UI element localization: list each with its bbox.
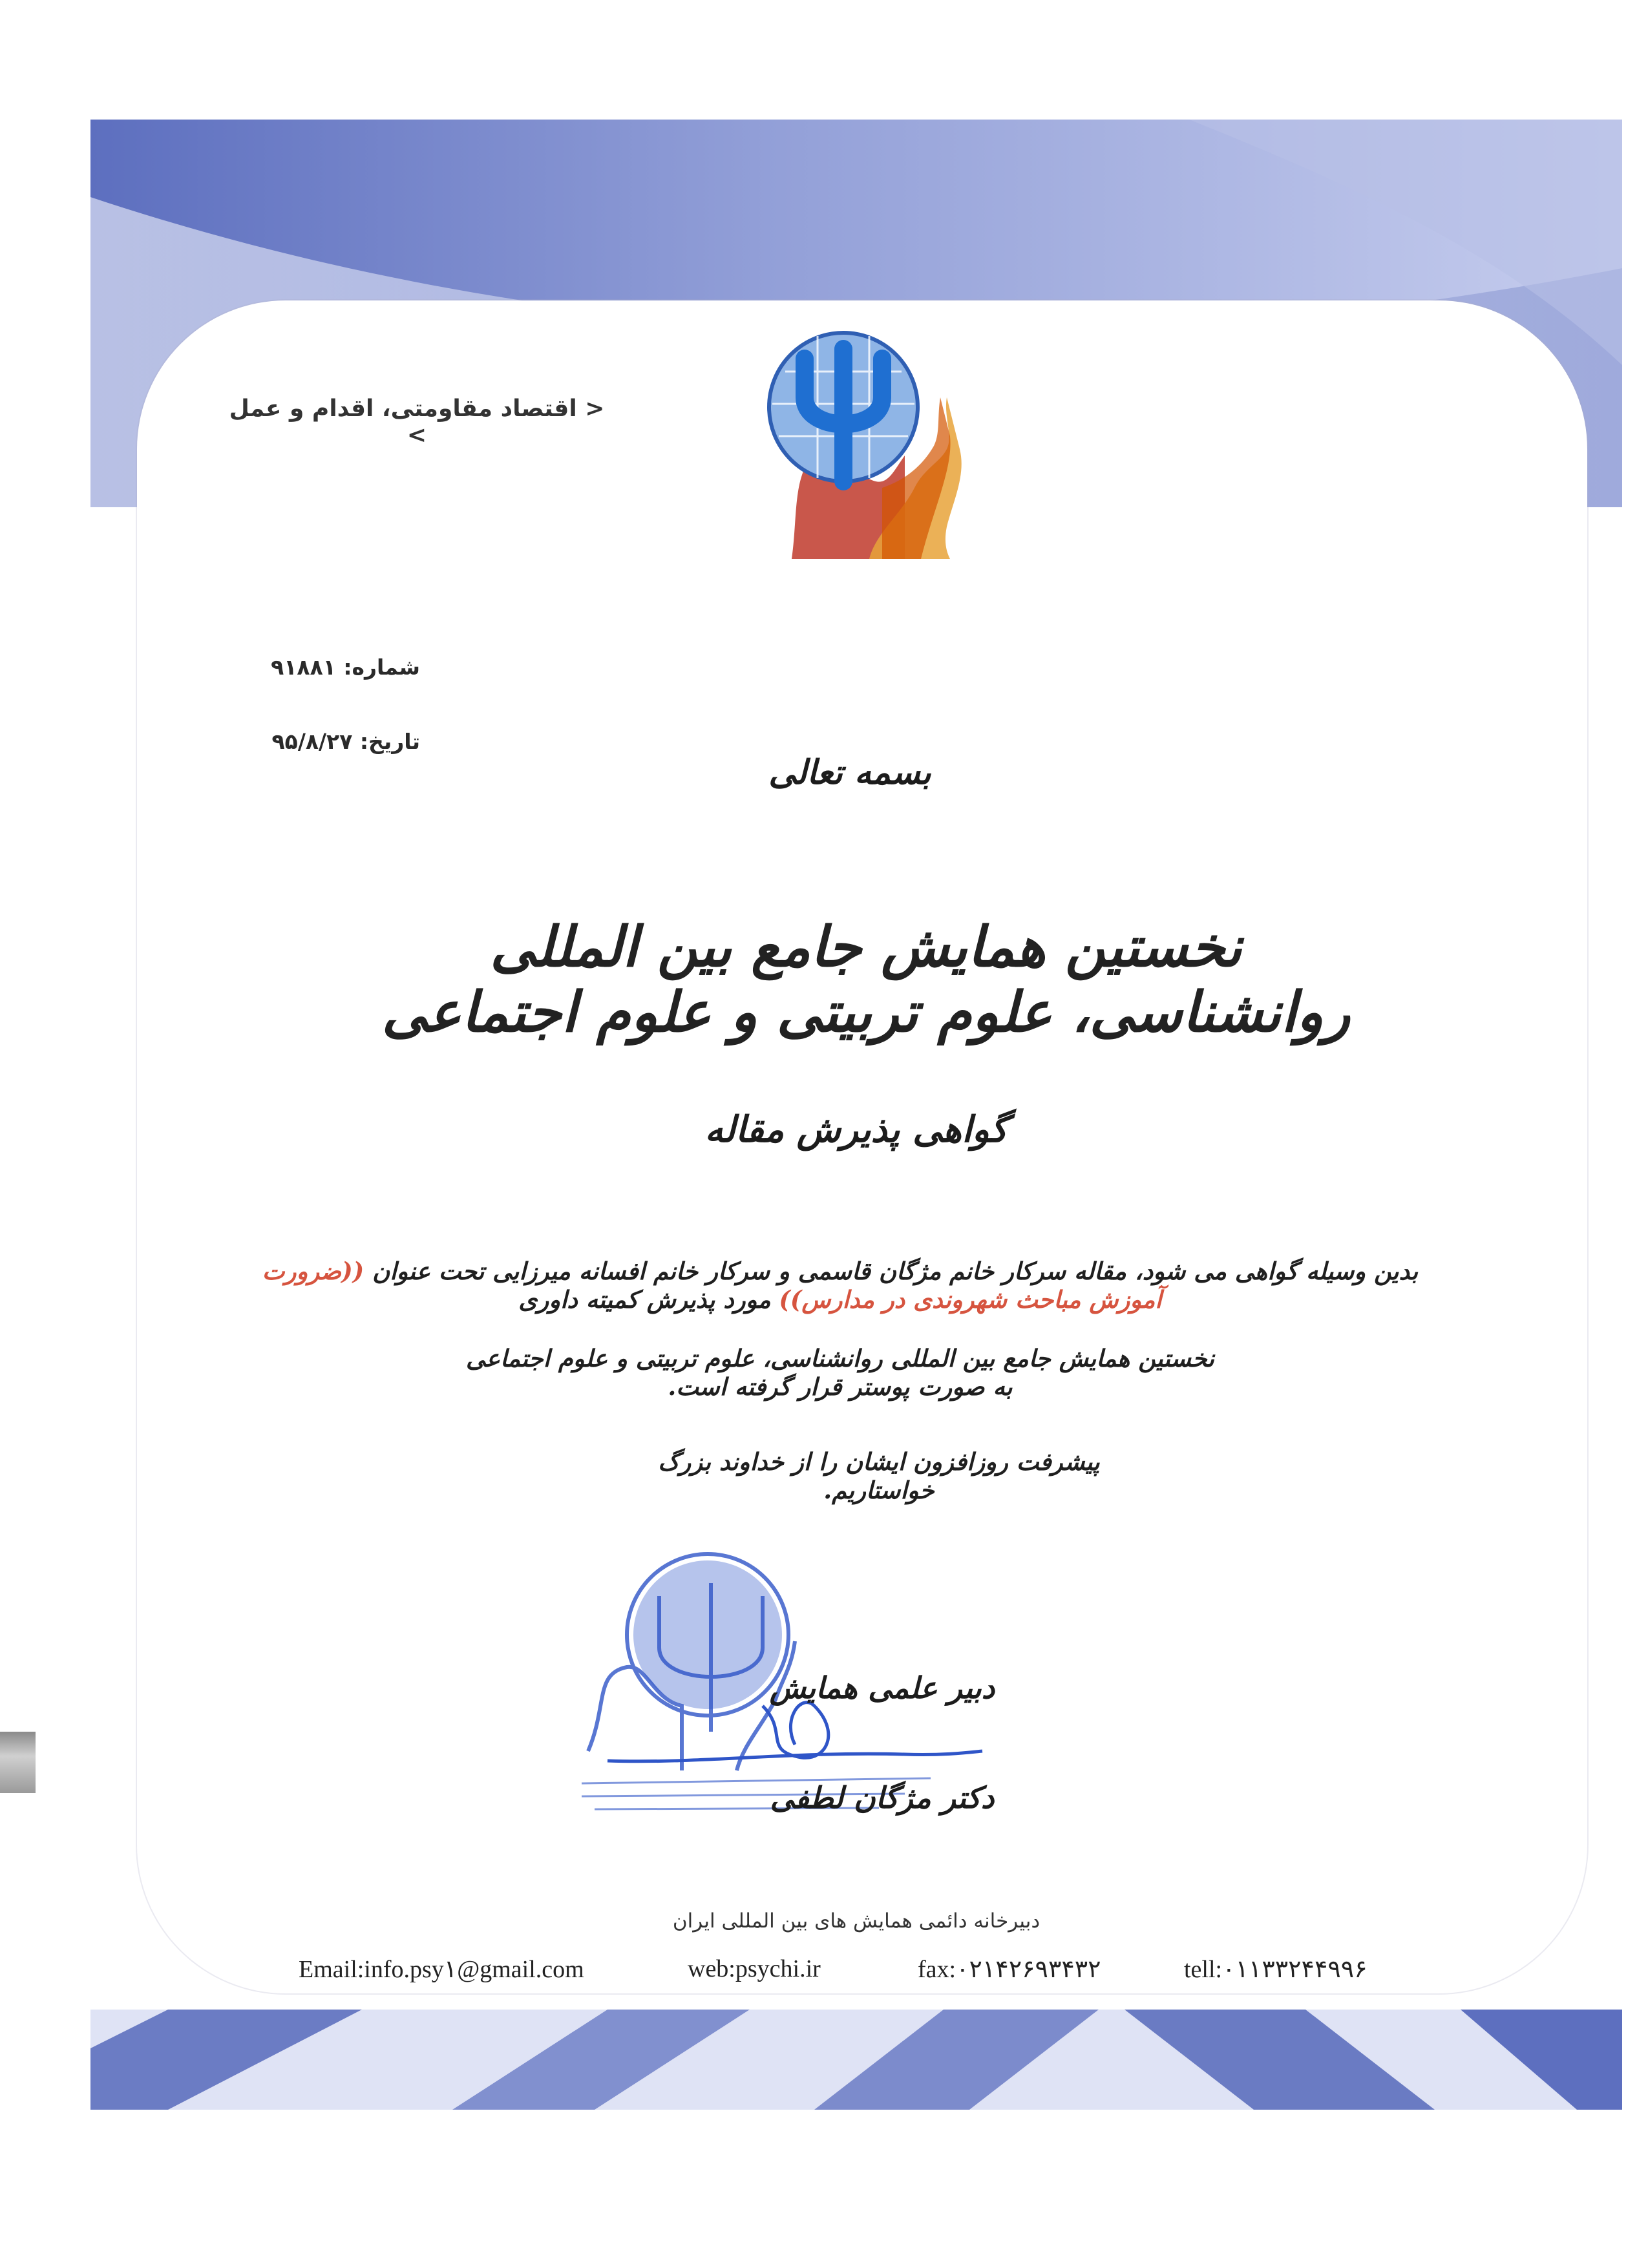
paper-title: ((ضرورت آموزش مباحث شهروندی در مدارس)) xyxy=(262,1257,1162,1314)
motto-text: < اقتصاد مقاومتی، اقدام و عمل > xyxy=(229,395,605,448)
contact-phone: tell:۰۱۱۳۳۲۴۴۹۹۶ xyxy=(1184,1956,1368,1983)
contact-fax: fax:۰۲۱۴۲۶۹۳۴۳۲ xyxy=(918,1956,1101,1983)
body-line-1-end: مورد پذیرش کمیته داوری xyxy=(518,1285,779,1314)
basmala-heading: بسمه تعالی xyxy=(768,753,931,792)
frame-bottom-decoration xyxy=(90,2010,1622,2110)
scan-edge-mark xyxy=(0,1732,36,1793)
contact-website: web:psychi.ir xyxy=(688,1955,821,1982)
secretariat-name: دبیرخانه دائمی همایش های بین المللی ایران xyxy=(672,1909,1041,1933)
document-number: شماره: ۹۱۸۸۱ xyxy=(271,655,420,680)
contact-email: Email:info.psy۱@gmail.com xyxy=(299,1956,584,1983)
document-date: تاریخ: ۹۵/۸/۲۷ xyxy=(271,729,420,754)
signer-name: دکتر مژگان لطفی xyxy=(770,1780,995,1815)
psi-globe-head-logo-icon xyxy=(753,320,973,559)
body-line-1-start: بدین وسیله گواهی می شود، مقاله سرکار خانم مژگان قاسمی و سرکار خانم افسانه میرزایی تحت عنوان xyxy=(364,1257,1419,1285)
signer-title: دبیر علمی همایش xyxy=(769,1670,995,1705)
certificate-body-line-3: پیشرفت روزافزون ایشان را از خداوند بزرگ خواستاریم. xyxy=(658,1447,1100,1504)
certificate-body-line-2: نخستین همایش جامع بین المللی روانشناسی، علوم تربیتی و علوم اجتماعی به صورت پوستر قرار گرفته است. xyxy=(466,1344,1214,1401)
certificate-subtitle: گواهی پذیرش مقاله xyxy=(704,1108,1008,1151)
certificate-body-line-1 xyxy=(226,1257,1454,1314)
conference-title: نخستین همایش جامع بین المللی روانشناسی، علوم تربیتی و علوم اجتماعی xyxy=(381,914,1351,1045)
